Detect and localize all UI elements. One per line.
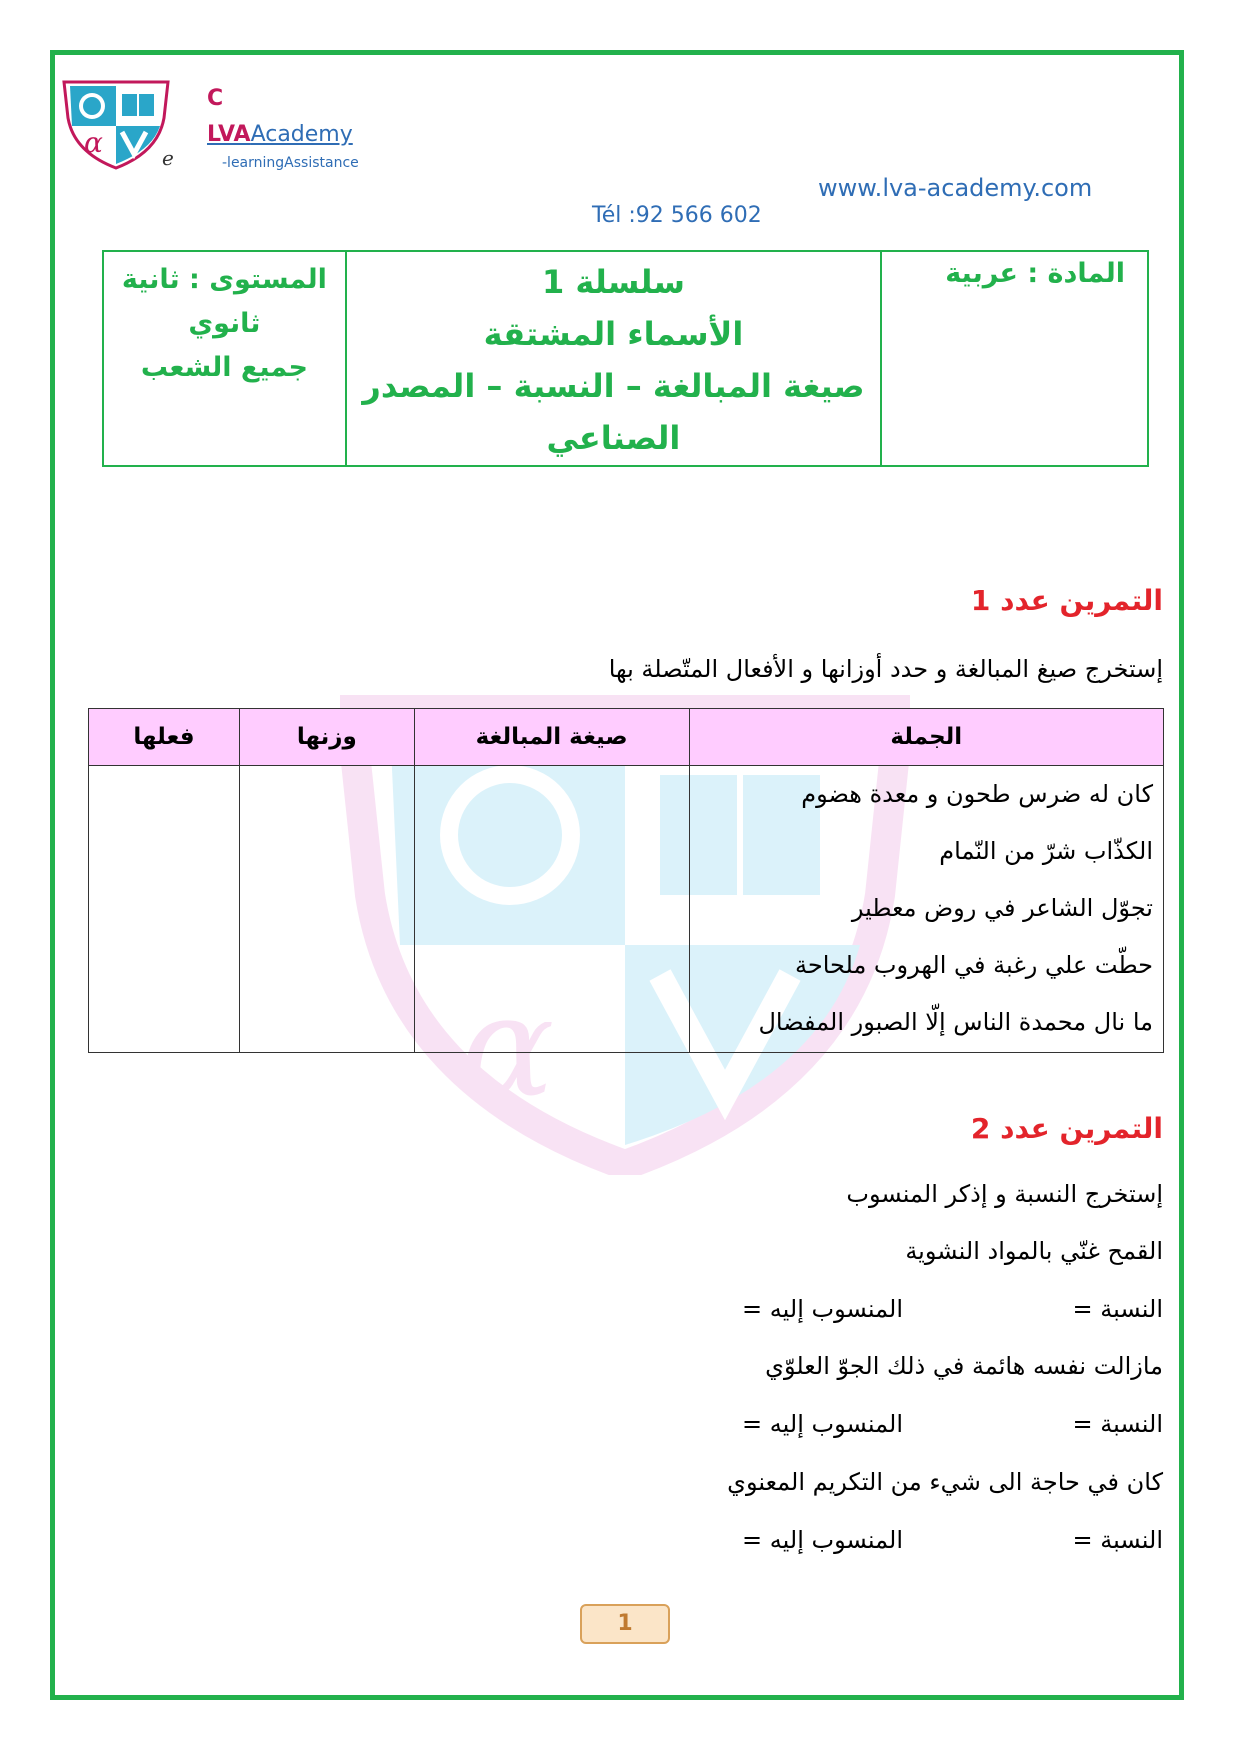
lva-academy-logo [60, 78, 172, 170]
subject-cell [881, 251, 1148, 466]
mansub-label: المنسوب إليه = [742, 1295, 903, 1323]
exercise-1-instruction: إستخرج صيغ المبالغة و حدد أوزانها و الأفعال المتّصلة بها [608, 655, 1163, 683]
website-link[interactable]: www.lva-academy.com [818, 174, 1093, 202]
exercise-2-sentence: مازالت نفسه هائمة في ذلك الجوّ العلوّي [765, 1352, 1163, 1380]
topic-subtitle: الصناعي [546, 419, 681, 457]
nisba-label: النسبة = [1072, 1526, 1163, 1554]
table-header-row [89, 709, 1164, 766]
answer-line[interactable] [683, 1410, 1163, 1446]
exercise-2-title: التمرين عدد 2 [970, 1112, 1163, 1145]
exercise-2-sentence: كان في حاجة الى شيء من التكريم المعنوي [727, 1468, 1163, 1496]
column-header-verb: فعلها [89, 709, 240, 766]
brand-tagline: -learningAssistance [222, 155, 359, 171]
level-cell [103, 251, 346, 466]
answer-cell-verb[interactable] [89, 766, 240, 1053]
topic-subtitle: صيغة المبالغة – النسبة – المصدر [362, 367, 865, 405]
topic-title: الأسماء المشتقة [483, 315, 744, 353]
phone-number: Tél :92 566 602 [592, 203, 762, 228]
list-item: الكذّاب شرّ من النّمام [939, 837, 1153, 865]
answer-line[interactable] [683, 1526, 1163, 1562]
list-item: تجوّل الشاعر في روض معطير [851, 894, 1153, 922]
nisba-label: النسبة = [1072, 1295, 1163, 1323]
exercise-2-sentence: القمح غنّي بالمواد النشوية [905, 1237, 1163, 1265]
brand-name [207, 122, 353, 147]
level-label: جميع الشعب [140, 352, 308, 383]
page-number: 1 [580, 1604, 670, 1644]
header-table [102, 250, 1149, 467]
table-row [89, 766, 1164, 1053]
brand-academy: Academy [250, 122, 353, 147]
exercise-1-table [88, 708, 1164, 1053]
mansub-label: المنسوب إليه = [742, 1410, 903, 1438]
logo-letter: e [162, 146, 174, 170]
answer-line[interactable] [683, 1295, 1163, 1331]
series-title-cell [346, 251, 881, 466]
level-label: ثانوي [188, 308, 261, 339]
level-label: المستوى : ثانية [121, 264, 327, 295]
exercise-2-instruction: إستخرج النسبة و إذكر المنسوب [846, 1180, 1163, 1208]
column-header-sentence: الجملة [689, 709, 1164, 766]
list-item: ما نال محمدة الناس إلّا الصبور المفضال [758, 1008, 1153, 1036]
svg-text:α: α [84, 126, 103, 159]
answer-cell-weight[interactable] [239, 766, 414, 1053]
svg-text:α: α [460, 966, 555, 1129]
column-header-form: صيغة المبالغة [414, 709, 689, 766]
subject-label: المادة : عربية [945, 258, 1125, 289]
exercise-1-title: التمرين عدد 1 [970, 584, 1163, 617]
mansub-label: المنسوب إليه = [742, 1526, 903, 1554]
series-title: سلسلة 1 [541, 263, 685, 301]
answer-cell-form[interactable] [414, 766, 689, 1053]
list-item: حطّت علي رغبة في الهروب ملحاحة [794, 951, 1153, 979]
column-header-weight: وزنها [239, 709, 414, 766]
brand-lva: LVA [207, 122, 251, 147]
nisba-label: النسبة = [1072, 1410, 1163, 1438]
sentence-cell [689, 766, 1164, 1053]
logo-letter: C [207, 86, 224, 111]
list-item: كان له ضرس طحون و معدة هضوم [801, 780, 1153, 808]
sentence-list [690, 766, 1164, 1051]
